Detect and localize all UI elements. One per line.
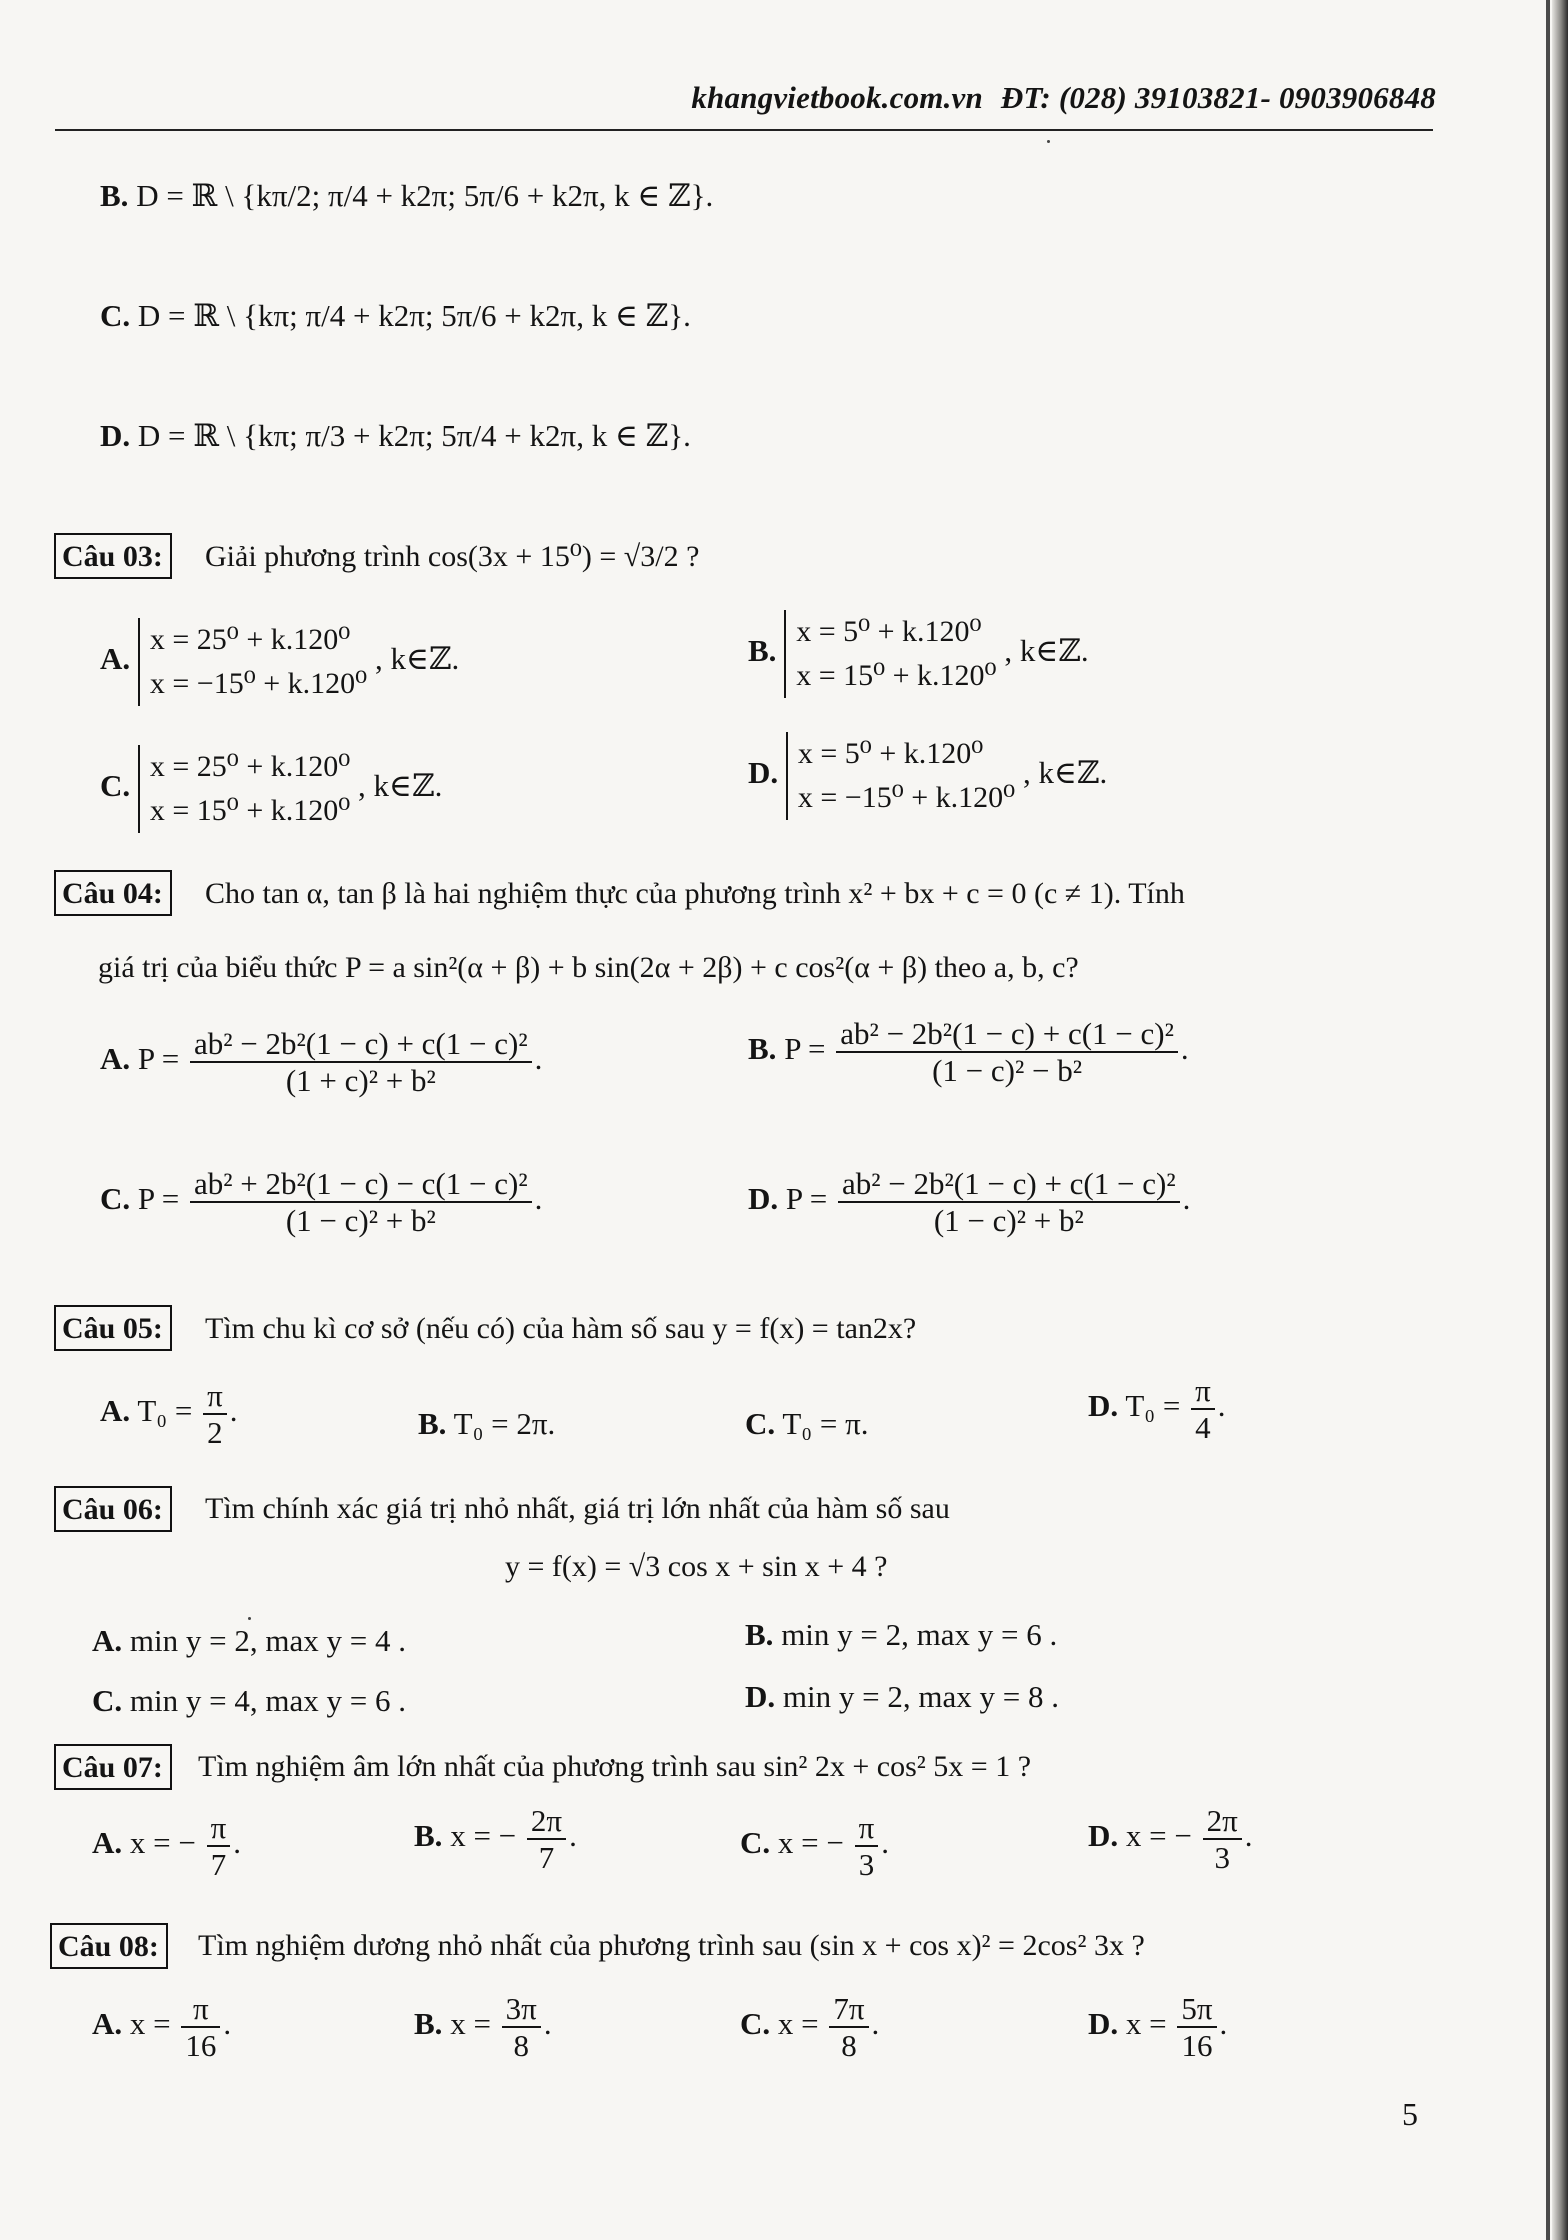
fraction-denominator: 16 (1181, 2028, 1213, 2063)
header-phone: ĐT: (028) 39103821- 0903906848 (1000, 80, 1436, 115)
fraction-denominator: 7 (538, 1840, 555, 1875)
system-line-2: x = −15⁰ + k.120⁰ (149, 667, 368, 700)
option-expr: T₀ = π. (782, 1406, 869, 1441)
system-line-1: x = 25⁰ + k.120⁰ (149, 750, 351, 783)
option-lhs: T₀ = (137, 1393, 193, 1429)
option-label: A. (100, 1393, 131, 1429)
option-lhs: P = (785, 1181, 828, 1217)
fraction (836, 1018, 1178, 1086)
q05-option-c (745, 1408, 868, 1439)
fraction-denominator: (1 − c)² + b² (933, 1203, 1084, 1238)
q04-option-d: D. P = $\frac{\text{ab² − 2b²(1 − c) + c(1 − c)²}}{\text{(1 − c)² + b²}}$ . (748, 1166, 1191, 1238)
option-label: A. (100, 1041, 131, 1077)
q06-option-b (745, 1619, 1057, 1650)
q03-text: Giải phương trình cos(3x + 15⁰) = √3/2 ? (205, 540, 700, 573)
option-expr: min y = 2, max y = 8 . (782, 1679, 1059, 1714)
q05-option-d: D. T₀ = $\frac{\pi}{4}$ . (1088, 1373, 1226, 1445)
fraction (181, 1993, 220, 2061)
fraction-numerator: ab² − 2b²(1 − c) + c(1 − c)² (838, 1168, 1180, 1203)
fraction (502, 1993, 541, 2061)
fraction-numerator: π (181, 1993, 220, 2028)
option-label: C. (740, 1825, 771, 1861)
option-label: A. (100, 641, 131, 677)
fraction-numerator: π (855, 1812, 879, 1847)
option-expr: min y = 2, max y = 6 . (781, 1617, 1058, 1652)
q02-option-label: D. (100, 418, 131, 453)
question-badge-08: Câu 08: (50, 1923, 168, 1969)
header-website: khangvietbook.com.vn (691, 80, 983, 115)
q06-option-c (92, 1685, 406, 1716)
q02-option-c (100, 300, 691, 331)
option-label: C. (740, 2006, 771, 2042)
option-label: D. (1088, 1388, 1119, 1424)
option-lhs: x = (450, 2006, 491, 2042)
fraction (203, 1380, 227, 1448)
option-lhs: x = (1125, 2006, 1167, 2042)
fraction-denominator: 7 (210, 1847, 227, 1882)
question-badge-03: Câu 03: (54, 533, 172, 579)
q03-option-b (748, 610, 1089, 698)
system-line-2: x = −15⁰ + k.120⁰ (797, 781, 1016, 814)
option-label: B. (748, 633, 777, 669)
system-line-1: x = 25⁰ + k.120⁰ (149, 623, 351, 656)
scan-speck (1047, 140, 1050, 143)
equation-system (786, 732, 1015, 820)
option-label: C. (100, 768, 131, 804)
q04-text-line2: giá trị của biểu thức P = a sin²(α + β) + b sin(2α + 2β) + c cos²(α + β) theo a, b, c? (98, 951, 1079, 984)
option-label: A. (92, 1825, 123, 1861)
option-expr: min y = 2, max y = 4 . (129, 1623, 406, 1658)
q05-text: Tìm chu kì cơ sở (nếu có) của hàm số sau y = f(x) = tan2x? (205, 1312, 917, 1345)
q08-option-b: B. x = $\frac{3\pi}{8}$ . (414, 1991, 552, 2063)
question-badge-04: Câu 04: (54, 870, 172, 916)
system-tail: , k∈ℤ. (358, 768, 443, 804)
option-label: D. (745, 1679, 776, 1714)
fraction (190, 1028, 532, 1096)
fraction-denominator: 8 (513, 2028, 529, 2063)
equation-system (784, 610, 996, 698)
fraction-denominator: 2 (207, 1415, 223, 1450)
option-label: B. (414, 1818, 443, 1854)
q08-option-c: C. x = $\frac{7\pi}{8}$ . (740, 1991, 880, 2063)
fraction-denominator: (1 − c)² + b² (285, 1203, 436, 1238)
option-lhs: T₀ = (1125, 1388, 1181, 1424)
q04-option-a: A. P = $\frac{\text{ab² − 2b²(1 − c) + c(1 − c)²}}{\text{(1 + c)² + b²}}$ . (100, 1026, 543, 1098)
option-expr: min y = 4, max y = 6 . (129, 1683, 406, 1718)
option-label: C. (92, 1683, 123, 1718)
option-expr: T₀ = 2π. (453, 1406, 556, 1441)
fraction (1191, 1375, 1215, 1443)
page-edge-shadow (1552, 0, 1568, 2240)
q05-option-a: A. T₀ = $\frac{\pi}{2}$ . (100, 1378, 238, 1450)
option-label: B. (418, 1406, 447, 1441)
option-label: D. (748, 755, 779, 791)
option-label: D. (1088, 2006, 1119, 2042)
fraction-denominator: 3 (858, 1847, 875, 1882)
option-label: D. (1088, 1818, 1119, 1854)
q07-option-c: C. x = − $\frac{\pi}{3}$ . (740, 1810, 890, 1882)
q03-option-c (100, 745, 442, 833)
q04-text-line1: Cho tan α, tan β là hai nghiệm thực của phương trình x² + bx + c = 0 (c ≠ 1). Tính (205, 877, 1185, 910)
fraction-denominator: (1 − c)² − b² (932, 1053, 1083, 1088)
page-edge-line (1546, 0, 1550, 2240)
q06-option-d (745, 1681, 1059, 1712)
fraction (527, 1805, 566, 1873)
fraction-numerator: 2π (527, 1805, 566, 1840)
fraction-numerator: 2π (1203, 1805, 1242, 1840)
q07-option-a: A. x = − $\frac{\pi}{7}$ . (92, 1810, 242, 1882)
option-lhs: P = (137, 1041, 180, 1077)
q02-option-label: C. (100, 298, 131, 333)
fraction-denominator: 4 (1195, 1410, 1211, 1445)
q04-option-c: C. P = $\frac{\text{ab² + 2b²(1 − c) − c(1 − c)²}}{\text{(1 − c)² + b²}}$ . (100, 1166, 543, 1238)
fraction-numerator: ab² + 2b²(1 − c) − c(1 − c)² (190, 1168, 532, 1203)
option-lhs: x = − (129, 1825, 196, 1861)
fraction-numerator: π (207, 1812, 231, 1847)
q08-text: Tìm nghiệm dương nhỏ nhất của phương trình sau (sin x + cos x)² = 2cos² 3x ? (198, 1929, 1145, 1962)
option-label: D. (748, 1181, 779, 1217)
option-label: B. (745, 1617, 774, 1652)
header-rule (55, 129, 1433, 131)
fraction-numerator: 5π (1177, 1993, 1216, 2028)
fraction-denominator: 8 (841, 2028, 857, 2063)
fraction-numerator: 7π (829, 1993, 868, 2028)
option-lhs: P = (784, 1031, 826, 1067)
scan-speck (248, 1617, 251, 1620)
q02-option-expr: D = ℝ \ {kπ; π/4 + k2π; 5π/6 + k2π, k ∈ ℤ}. (137, 298, 691, 333)
fraction-numerator: ab² − 2b²(1 − c) + c(1 − c)² (190, 1028, 532, 1063)
question-badge-07: Câu 07: (54, 1744, 172, 1790)
system-tail: , k∈ℤ. (1004, 633, 1089, 669)
system-line-2: x = 15⁰ + k.120⁰ (796, 659, 997, 692)
q07-text: Tìm nghiệm âm lớn nhất của phương trình sau sin² 2x + cos² 5x = 1 ? (198, 1750, 1032, 1783)
q08-option-d: D. x = $\frac{5\pi}{16}$ . (1088, 1991, 1228, 2063)
q06-option-a (92, 1625, 406, 1656)
q02-option-b (100, 180, 713, 211)
system-line-2: x = 15⁰ + k.120⁰ (149, 794, 351, 827)
option-label: A. (92, 2006, 123, 2042)
question-badge-05: Câu 05: (54, 1305, 172, 1351)
fraction-denominator: 3 (1214, 1840, 1230, 1875)
q04-option-b: B. P = $\frac{\text{ab² − 2b²(1 − c) + c(1 − c)²}}{\text{(1 − c)² − b²}}$ . (748, 1016, 1189, 1088)
option-label: A. (92, 1623, 123, 1658)
q06-formula: y = f(x) = √3 cos x + sin x + 4 ? (505, 1550, 888, 1583)
page-header (616, 80, 1436, 116)
equation-system (138, 618, 367, 706)
q05-option-b (418, 1408, 555, 1439)
q02-option-expr: D = ℝ \ {kπ/2; π/4 + k2π; 5π/6 + k2π, k ∈ ℤ}. (136, 178, 714, 213)
option-lhs: P = (137, 1181, 180, 1217)
fraction-numerator: π (203, 1380, 227, 1415)
system-tail: , k∈ℤ. (1022, 755, 1108, 791)
option-lhs: x = − (1125, 1818, 1192, 1854)
q07-option-b: B. x = − $\frac{2\pi}{7}$ . (414, 1803, 577, 1875)
fraction (207, 1812, 231, 1880)
q07-option-d: D. x = − $\frac{2\pi}{3}$ . (1088, 1803, 1253, 1875)
fraction (829, 1993, 868, 2061)
equation-system (138, 745, 350, 833)
q03-option-d (748, 732, 1107, 820)
fraction (1177, 1993, 1216, 2061)
fraction (855, 1812, 879, 1880)
q02-option-expr: D = ℝ \ {kπ; π/3 + k2π; 5π/4 + k2π, k ∈ ℤ}. (137, 418, 691, 453)
option-label: C. (100, 1181, 131, 1217)
page-number: 5 (1402, 2096, 1418, 2132)
option-lhs: x = − (450, 1818, 517, 1854)
system-tail: , k∈ℤ. (374, 641, 460, 677)
fraction (1203, 1805, 1242, 1873)
option-label: C. (745, 1406, 776, 1441)
fraction-denominator: 16 (185, 2028, 217, 2063)
option-lhs: x = (129, 2006, 171, 2042)
system-line-1: x = 5⁰ + k.120⁰ (797, 737, 984, 770)
option-label: B. (414, 2006, 443, 2042)
system-line-1: x = 5⁰ + k.120⁰ (796, 615, 982, 648)
q02-option-d (100, 420, 691, 451)
fraction-denominator: (1 + c)² + b² (285, 1063, 436, 1098)
q02-option-label: B. (100, 178, 129, 213)
fraction (190, 1168, 532, 1236)
fraction (838, 1168, 1180, 1236)
fraction-numerator: ab² − 2b²(1 − c) + c(1 − c)² (836, 1018, 1178, 1053)
q06-text: Tìm chính xác giá trị nhỏ nhất, giá trị lớn nhất của hàm số sau (205, 1492, 950, 1525)
option-lhs: x = − (777, 1825, 844, 1861)
option-label: B. (748, 1031, 777, 1067)
option-lhs: x = (777, 2006, 819, 2042)
q03-option-a (100, 618, 459, 706)
fraction-numerator: 3π (502, 1993, 541, 2028)
fraction-numerator: π (1191, 1375, 1215, 1410)
question-badge-06: Câu 06: (54, 1486, 172, 1532)
q08-option-a: A. x = $\frac{\pi}{16}$ . (92, 1991, 232, 2063)
